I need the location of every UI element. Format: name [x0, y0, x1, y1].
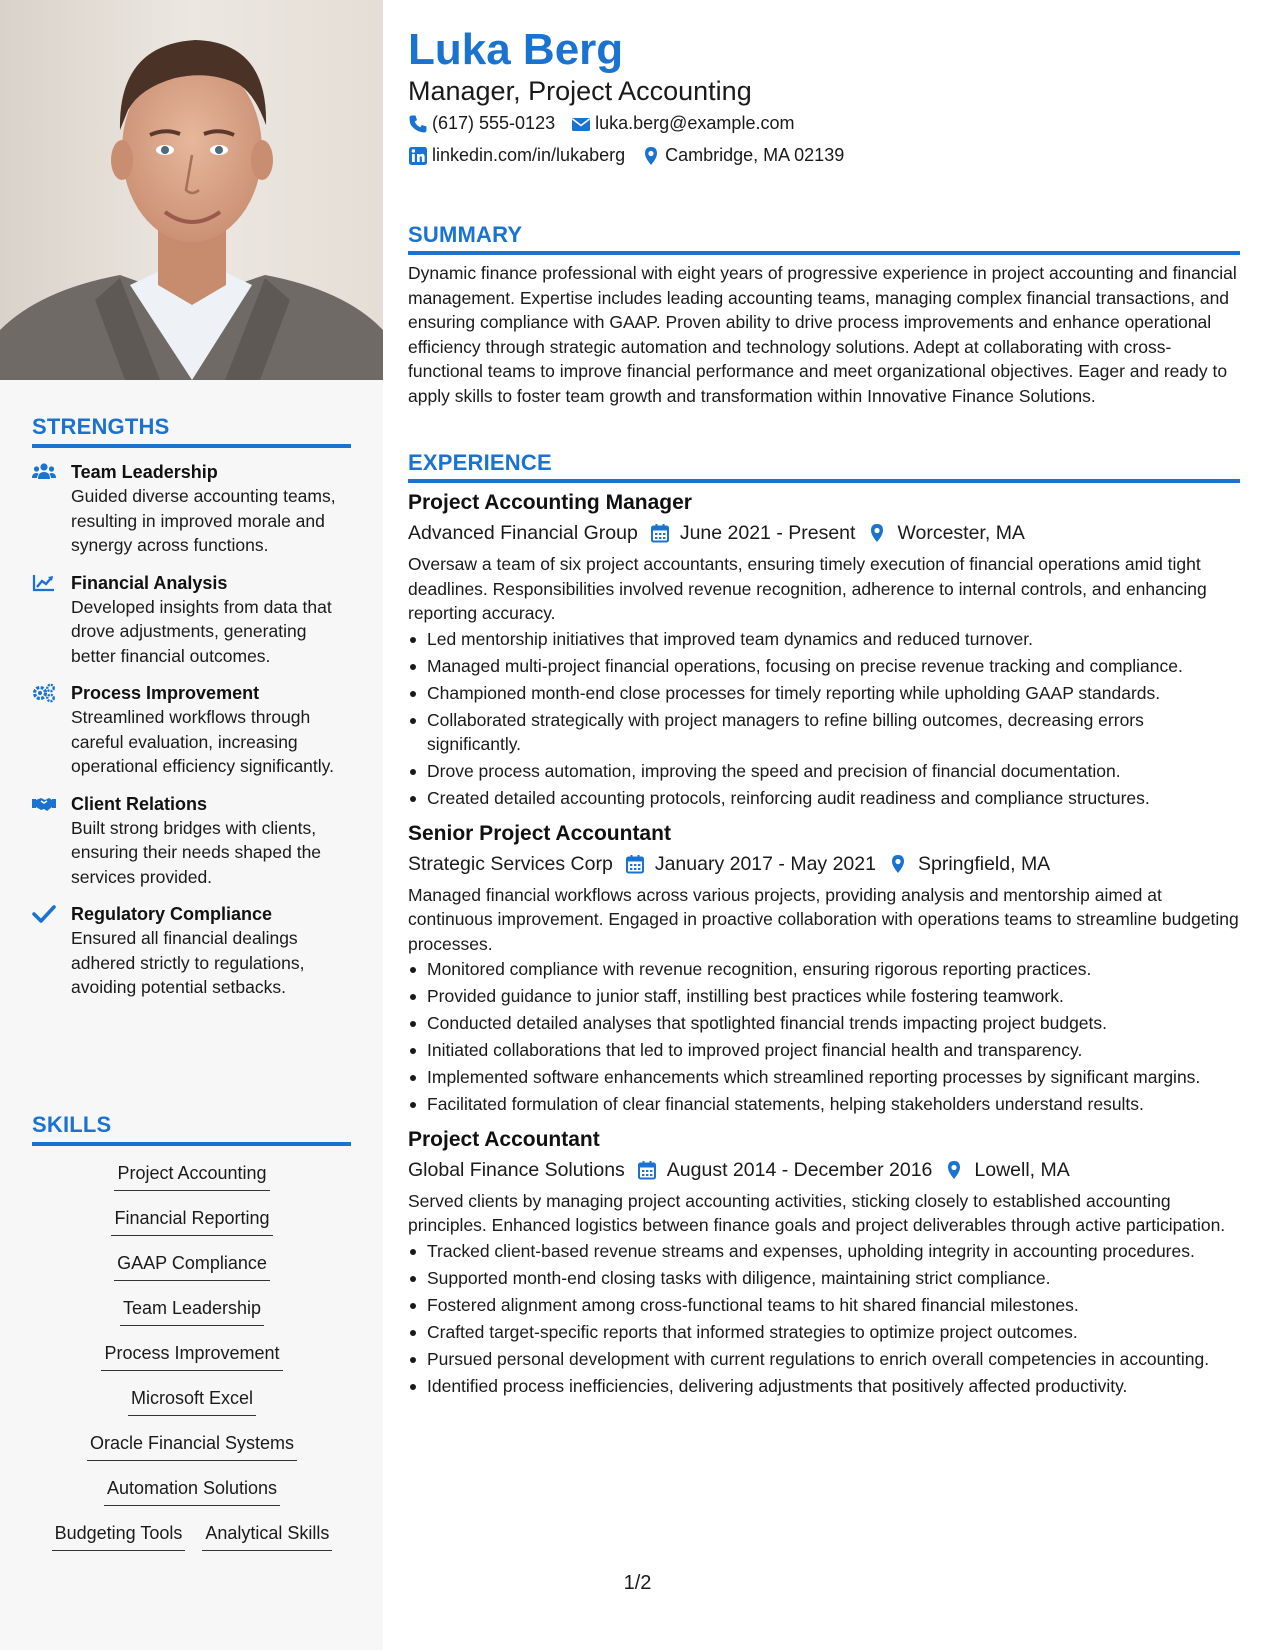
skill-tag: Microsoft Excel: [128, 1385, 256, 1416]
achievement-bullet: Tracked client-based revenue streams and expenses, upholding integrity in accounting procedures.: [408, 1239, 1240, 1264]
location-contact: [641, 145, 844, 166]
contact-row: [408, 113, 810, 134]
gears-icon: [32, 683, 56, 703]
strength-description: Streamlined workflows through careful evaluation, increasing operational efficiency significantly.: [71, 707, 334, 776]
job-dates: August 2014 - December 2016: [666, 1158, 933, 1181]
skills-divider: [32, 1142, 351, 1146]
strength-title: Regulatory Compliance: [71, 904, 273, 924]
experience-list: [408, 488, 1240, 1406]
location-text: Cambridge, MA 02139: [665, 145, 845, 165]
achievement-bullet: Initiated collaborations that led to improved project financial health and transparency.: [408, 1038, 1240, 1063]
skill-tag: Financial Reporting: [111, 1205, 272, 1236]
achievement-bullet: Conducted detailed analyses that spotlighted financial trends impacting project budgets.: [408, 1011, 1240, 1036]
skill-tag: Analytical Skills: [202, 1520, 332, 1551]
achievement-bullet: Drove process automation, improving the speed and precision of financial documentation.: [408, 759, 1240, 784]
achievement-bullet: Led mentorship initiatives that improved team dynamics and reduced turnover.: [408, 627, 1240, 652]
envelope-icon: [571, 114, 591, 134]
skill-tag: Process Improvement: [101, 1340, 282, 1371]
email-contact[interactable]: [571, 113, 794, 134]
strength-description: Built strong bridges with clients, ensuring their needs shaped the services provided.: [71, 817, 322, 887]
job-achievements: [408, 957, 1240, 1117]
strength-item: [32, 902, 352, 1000]
job-achievements: [408, 1239, 1240, 1399]
map-pin-icon: [888, 854, 908, 874]
job-meta: [408, 1155, 1240, 1185]
job-location: Worcester, MA: [897, 522, 1025, 544]
strength-description: Ensured all financial dealings adhered strictly to regulations, avoiding potential setbacks.: [71, 928, 305, 997]
summary-heading: SUMMARY: [408, 222, 523, 247]
job-entry: [408, 488, 1240, 811]
experience-heading: EXPERIENCE: [408, 450, 552, 475]
job-meta: [408, 518, 1240, 548]
job-entry: [408, 1125, 1240, 1399]
job-dates: January 2017 - May 2021: [654, 852, 876, 875]
strength-item: [32, 681, 352, 779]
handshake-icon: [32, 794, 56, 814]
summary-divider: [408, 251, 1240, 255]
achievement-bullet: Collaborated strategically with project managers to refine billing outcomes, decreasing errors significantly.: [408, 708, 1240, 757]
achievement-bullet: Created detailed accounting protocols, reinforcing audit readiness and compliance structures.: [408, 786, 1240, 811]
strength-description: Guided diverse accounting teams, resulting in improved morale and synergy across functions.: [71, 486, 336, 555]
job-title: Project Accountant: [408, 1127, 600, 1151]
achievement-bullet: Facilitated formulation of clear financial statements, helping stakeholders understand results.: [408, 1092, 1240, 1117]
achievement-bullet: Provided guidance to junior staff, instilling best practices while fostering teamwork.: [408, 984, 1240, 1009]
portrait-illustration: [0, 0, 383, 380]
strength-title: Process Improvement: [71, 683, 260, 703]
achievement-bullet: Supported month-end closing tasks with diligence, maintaining strict compliance.: [408, 1266, 1240, 1291]
company-name: Strategic Services Corp: [408, 852, 613, 875]
job-description: Managed financial workflows across various projects, providing analysis and mentorship aimed at continuous improvement. Engaged in proactive collaboration with operations teams to streamline budgeting processes.: [408, 884, 1239, 954]
phone-icon: [408, 114, 428, 134]
contact-row: [408, 145, 860, 166]
email-text: luka.berg@example.com: [595, 113, 795, 133]
strength-title: Financial Analysis: [71, 572, 228, 593]
sidebar: [0, 0, 383, 1650]
strength-description: Developed insights from data that drove adjustments, generating better financial outcomes.: [71, 596, 332, 666]
strengths-heading: STRENGTHS: [32, 414, 170, 439]
strength-item: [32, 571, 352, 669]
strength-title: Team Leadership: [71, 462, 218, 482]
map-pin-icon: [867, 523, 887, 543]
achievement-bullet: Pursued personal development with current regulations to enrich overall competencies in accounting.: [408, 1347, 1240, 1372]
users-icon: [32, 462, 56, 482]
job-meta: [408, 849, 1240, 879]
phone-text: (617) 555-0123: [432, 113, 556, 133]
linkedin-text: linkedin.com/in/lukaberg: [432, 145, 626, 165]
strengths-divider: [32, 444, 351, 448]
skills-list: [32, 1160, 352, 1565]
job-location: Lowell, MA: [974, 1158, 1070, 1181]
calendar-icon: [625, 854, 645, 874]
calendar-icon: [650, 523, 670, 543]
achievement-bullet: Identified process inefficiencies, delivering adjustments that positively affected productivity.: [408, 1374, 1240, 1399]
skill-tag: GAAP Compliance: [114, 1250, 270, 1281]
job-role: Manager, Project Accounting: [408, 76, 752, 106]
person-name: Luka Berg: [408, 25, 624, 74]
skill-tag: Budgeting Tools: [52, 1520, 186, 1551]
map-pin-icon: [641, 146, 661, 166]
job-description: Oversaw a team of six project accountants, ensuring timely execution of financial operations amid tight deadlines. Responsibilities involved revenue recognition, adherence to internal controls, and enhancing reporting accuracy.: [408, 554, 1207, 623]
page-number: 1/2: [623, 1572, 652, 1594]
check-icon: [32, 904, 56, 924]
chart-line-icon: [32, 573, 56, 593]
skill-tag: Team Leadership: [120, 1295, 264, 1326]
job-dates: June 2021 - Present: [679, 522, 856, 544]
linkedin-contact[interactable]: [408, 145, 625, 166]
achievement-bullet: Managed multi-project financial operations, focusing on precise revenue tracking and compliance.: [408, 654, 1240, 679]
linkedin-icon: [408, 146, 428, 166]
skills-heading: SKILLS: [32, 1112, 112, 1137]
company-name: Advanced Financial Group: [408, 522, 638, 544]
map-pin-icon: [944, 1160, 964, 1180]
strength-item: [32, 792, 352, 890]
strengths-list: [32, 460, 352, 1013]
summary-paragraph: Dynamic finance professional with eight years of progressive experience in project accounting and financial management. Expertise includes leading accounting teams, managing complex financial transactions, and ensuring compliance with GAAP. Proven ability to drive process improvements and enhance operational efficiency through strategic automation and technology solutions. Adept at collaborating with cross-functional teams to improve financial performance and meet organizational objectives. Eager and ready to apply skills to foster team growth and transformation within Innovative Finance Solutions.: [408, 263, 1237, 406]
job-description: Served clients by managing project accounting activities, sticking closely to established accounting principles. Enhanced logistics between finance goals and project deliverables through active participation.: [408, 1190, 1226, 1235]
job-location: Springfield, MA: [917, 852, 1051, 875]
achievement-bullet: Fostered alignment among cross-functional teams to hit shared financial milestones.: [408, 1293, 1240, 1318]
achievement-bullet: Championed month-end close processes for timely reporting while upholding GAAP standards.: [408, 681, 1240, 706]
skill-tag: Project Accounting: [114, 1160, 269, 1191]
achievement-bullet: Monitored compliance with revenue recognition, ensuring rigorous reporting practices.: [408, 957, 1240, 982]
job-title: Senior Project Accountant: [408, 821, 671, 845]
profile-photo: [0, 0, 383, 380]
job-achievements: [408, 627, 1240, 811]
strength-item: [32, 460, 352, 558]
job-entry: [408, 819, 1240, 1117]
strength-title: Client Relations: [71, 793, 208, 814]
experience-divider: [408, 479, 1240, 483]
phone-contact[interactable]: [408, 113, 555, 134]
company-name: Global Finance Solutions: [408, 1158, 625, 1181]
calendar-icon: [637, 1160, 657, 1180]
job-title: Project Accounting Manager: [408, 491, 692, 514]
achievement-bullet: Crafted target-specific reports that informed strategies to optimize project outcomes.: [408, 1320, 1240, 1345]
skill-tag: Oracle Financial Systems: [87, 1430, 297, 1461]
skill-tag: Automation Solutions: [104, 1475, 280, 1506]
achievement-bullet: Implemented software enhancements which streamlined reporting processes by significant margins.: [408, 1065, 1240, 1090]
